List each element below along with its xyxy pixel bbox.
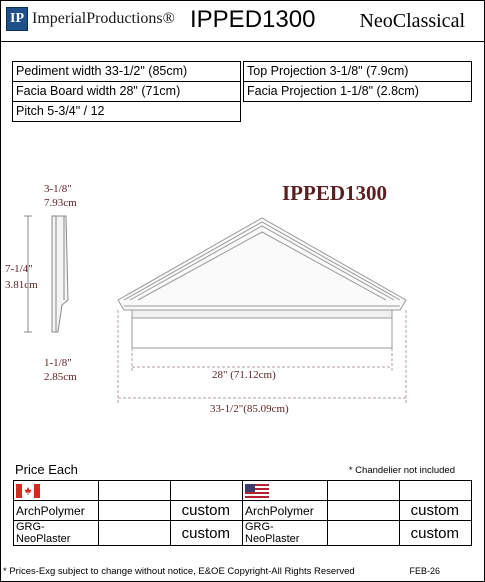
bottom-dim-in: 1-1/8" <box>44 357 72 369</box>
brand-logo <box>6 6 175 32</box>
canada-grg-price: custom <box>171 521 243 546</box>
usa-grg-empty <box>328 521 400 546</box>
usa-grg-price: custom <box>400 521 472 546</box>
facia-dim-label: 28" (71.12cm) <box>212 369 276 381</box>
drawing-title: IPPED1300 <box>282 181 387 205</box>
canada-empty-2 <box>171 481 243 501</box>
spec-facia-board-width: Facia Board width 28" (71cm) <box>12 81 241 102</box>
price-table <box>13 480 472 546</box>
brand-name: ImperialProductions® <box>32 10 175 27</box>
usa-empty-1 <box>328 481 400 501</box>
usa-flag-cell <box>243 481 328 501</box>
spec-pediment-width: Pediment width 33-1/2" (85cm) <box>12 61 241 82</box>
side-profile <box>52 216 68 332</box>
price-title: Price Each <box>15 462 78 477</box>
product-sku: IPPED1300 <box>190 6 316 33</box>
usa-grg-label: GRG-NeoPlaster <box>243 521 328 546</box>
canada-archpolymer-empty <box>99 501 171 521</box>
footer-code: FEB-26 <box>409 566 440 576</box>
chandelier-note: * Chandelier not included <box>348 465 455 476</box>
height-dim-cm: 3.81cm <box>5 279 38 291</box>
usa-flag-icon <box>245 484 269 498</box>
canada-archpolymer-label: ArchPolymer <box>14 501 99 521</box>
usa-archpolymer-label: ArchPolymer <box>243 501 328 521</box>
canada-flag-icon <box>16 484 40 498</box>
canada-archpolymer-price: custom <box>171 501 243 521</box>
height-dim-in: 7-1/4" <box>5 263 33 275</box>
bottom-dim-cm: 2.85cm <box>44 371 77 383</box>
pediment-front <box>118 218 406 348</box>
product-style: NeoClassical <box>359 10 465 32</box>
spec-facia-projection: Facia Projection 1-1/8" (2.8cm) <box>243 81 472 102</box>
flag-row <box>14 481 472 501</box>
technical-drawing <box>0 160 485 460</box>
header <box>0 0 485 42</box>
canada-empty-1 <box>99 481 171 501</box>
spec-pitch: Pitch 5-3/4" / 12 <box>12 101 241 122</box>
spec-top-projection: Top Projection 3-1/8" (7.9cm) <box>243 61 472 82</box>
top-dim-cm: 7.93cm <box>44 197 77 209</box>
grg-row <box>14 521 472 546</box>
usa-archpolymer-empty <box>328 501 400 521</box>
archpolymer-row <box>14 501 472 521</box>
top-dim-in: 3-1/8" <box>44 183 72 195</box>
canada-flag-cell <box>14 481 99 501</box>
logo-mark: IP <box>6 7 28 31</box>
overall-dim-label: 33-1/2"(85.09cm) <box>210 403 289 415</box>
usa-empty-2 <box>400 481 472 501</box>
canada-grg-empty <box>99 521 171 546</box>
canada-grg-label: GRG-NeoPlaster <box>14 521 99 546</box>
usa-archpolymer-price: custom <box>400 501 472 521</box>
pediment-drawing-svg <box>0 160 485 460</box>
footer-disclaimer: * Prices-Exg subject to change without notice, E&OE Copyright-All Rights Reserved <box>3 566 355 577</box>
